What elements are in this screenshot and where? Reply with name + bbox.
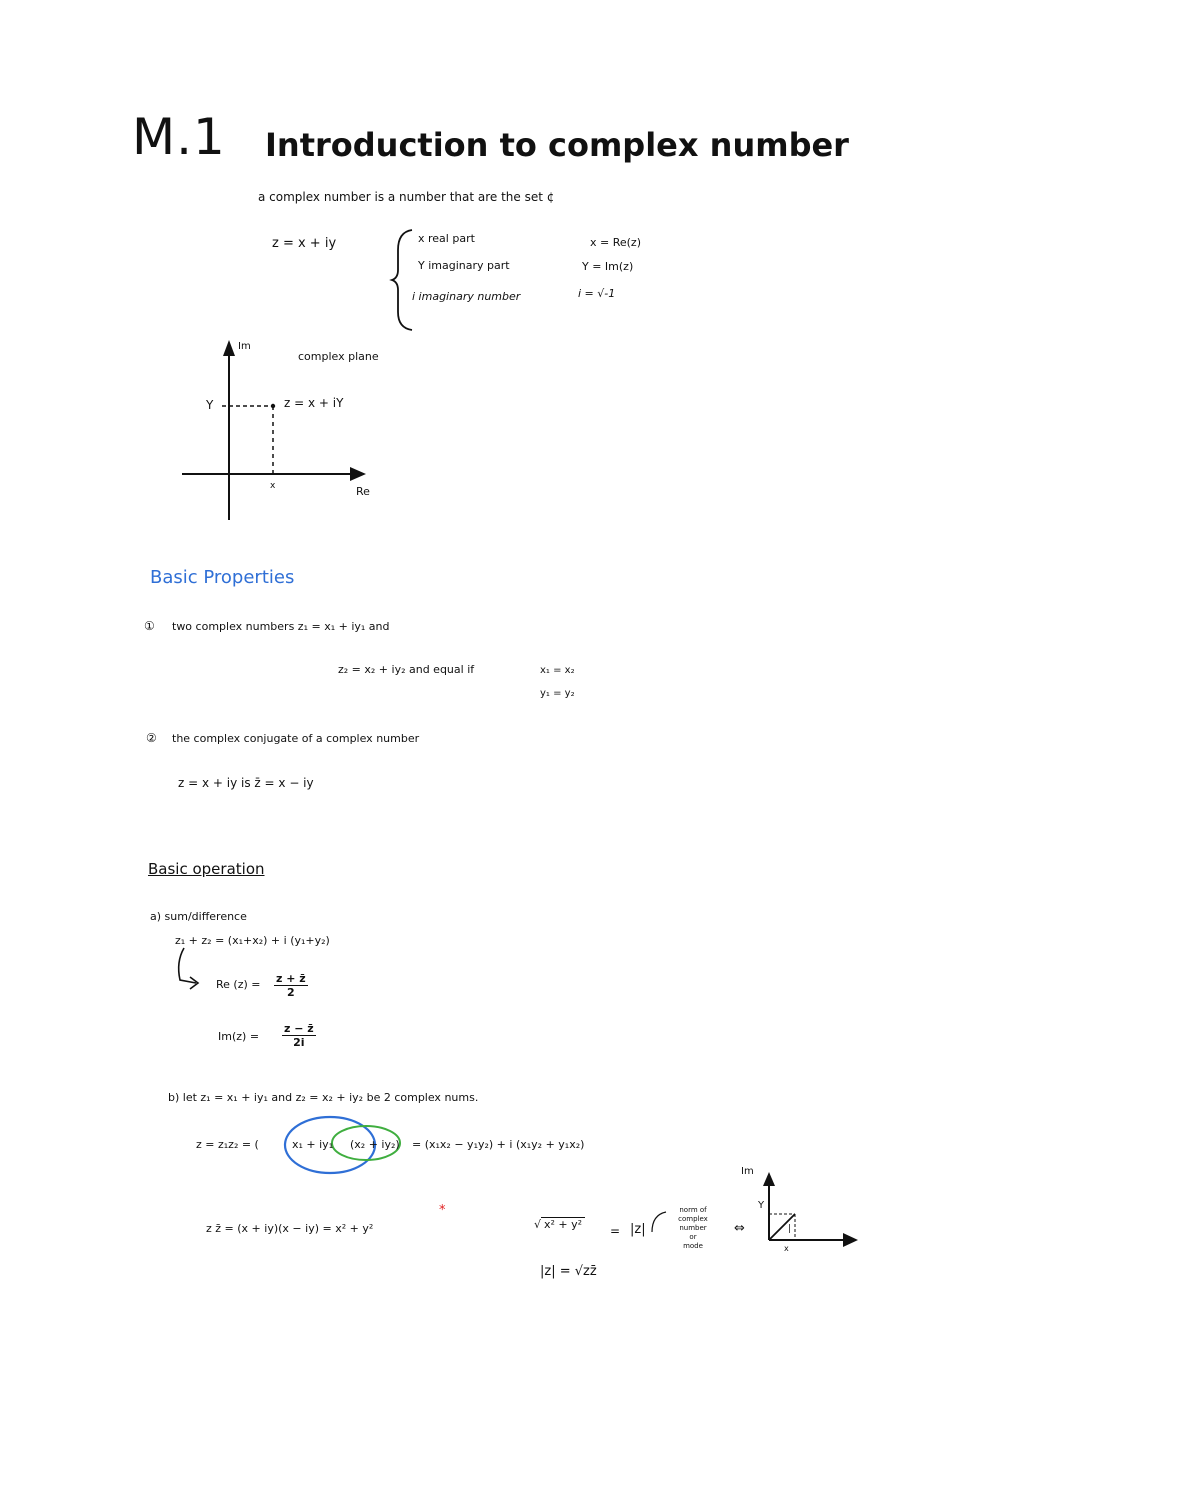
im-z-fraction (282, 1022, 316, 1049)
im-z-lhs: Im(z) = (218, 1030, 260, 1043)
conjugate-product: z z̄ = (x + iy)(x − iy) = x² + y² (206, 1222, 374, 1235)
op-b-factor-2: (x₂ + iy₂) (350, 1138, 400, 1151)
op-b-formula-lhs: z = z₁z₂ = ( (196, 1138, 259, 1151)
hook-arrow (179, 948, 196, 983)
op-b-label: b) let z₁ = x₁ + iy₁ and z₂ = x₂ + iy₂ be 2 complex nums. (168, 1091, 479, 1104)
im-z-denominator: 2i (293, 1036, 305, 1049)
property-1-cond-2: y₁ = y₂ (540, 688, 575, 699)
bullet-2: ② (146, 731, 157, 745)
norm-note: norm of complex number or mode (678, 1206, 708, 1250)
plane-caption: complex plane (298, 350, 379, 363)
op-b-factor-1: x₁ + iy₁ (292, 1138, 334, 1151)
op-a-formula: z₁ + z₂ = (x₁+x₂) + i (y₁+y₂) (175, 934, 330, 947)
property-1-cond-1: x₁ = x₂ (540, 665, 575, 676)
page-title: Introduction to complex number (265, 126, 849, 164)
re-z-lhs: Re (z) = (216, 978, 261, 991)
brace-item-2: Y imaginary part (418, 259, 510, 272)
re-z-numerator: z + z̄ (276, 972, 306, 985)
brace-formula-3: i = √-1 (578, 287, 616, 300)
equals-sign: = (610, 1224, 621, 1238)
abs-z: |z| (630, 1222, 646, 1237)
property-2-formula: z = x + iy is z̄ = x − iy (178, 776, 314, 790)
x-label: x (270, 481, 276, 491)
im-z-numerator: z − z̄ (284, 1022, 314, 1035)
brace-formula-2: Y = Im(z) (582, 260, 634, 273)
brace-stroke (392, 230, 412, 330)
mini-vector (769, 1214, 795, 1240)
section-code: M.1 (132, 108, 226, 166)
equivalence-arrow: ⇔ (734, 1221, 745, 1236)
re-z-denominator: 2 (287, 986, 295, 999)
mini-r-label: | (788, 1224, 792, 1234)
heading-basic-properties: Basic Properties (150, 567, 295, 588)
property-2-line: the complex conjugate of a complex number (172, 732, 420, 745)
brace-item-1: x real part (418, 232, 475, 245)
property-1-line-1: two complex numbers z₁ = x₁ + iy₁ and (172, 620, 390, 633)
star-mark: * (439, 1203, 446, 1218)
op-b-formula-rhs: = (x₁x₂ − y₁y₂) + i (x₁y₂ + y₁x₂) (412, 1138, 585, 1151)
point-z (271, 404, 275, 408)
bullet-1: ① (144, 619, 155, 633)
mini-im-label: Im (741, 1166, 754, 1177)
definition-text: a complex number is a number that are the set ¢ (258, 190, 555, 204)
brace-formula-1: x = Re(z) (590, 236, 641, 249)
y-label: Y (206, 398, 214, 412)
z-equation: z = x + iy (272, 236, 337, 251)
mini-x-label: x (784, 1244, 789, 1253)
heading-basic-operation: Basic operation (148, 860, 265, 878)
property-1-line-2: z₂ = x₂ + iy₂ and equal if (338, 663, 475, 676)
im-axis-arrow (223, 340, 235, 356)
re-label: Re (356, 485, 370, 498)
re-z-fraction (274, 972, 308, 999)
abs-z-formula: |z| = √zz̄ (540, 1264, 597, 1279)
op-a-label: a) sum/difference (150, 910, 247, 923)
mini-y-label: Y (758, 1200, 765, 1211)
point-label: z = x + iY (284, 396, 344, 410)
re-axis-arrow (350, 467, 366, 481)
brace-item-3: i imaginary number (412, 290, 521, 303)
im-label: Im (238, 341, 251, 352)
sqrt-expression: √ x² + y² (534, 1218, 585, 1231)
